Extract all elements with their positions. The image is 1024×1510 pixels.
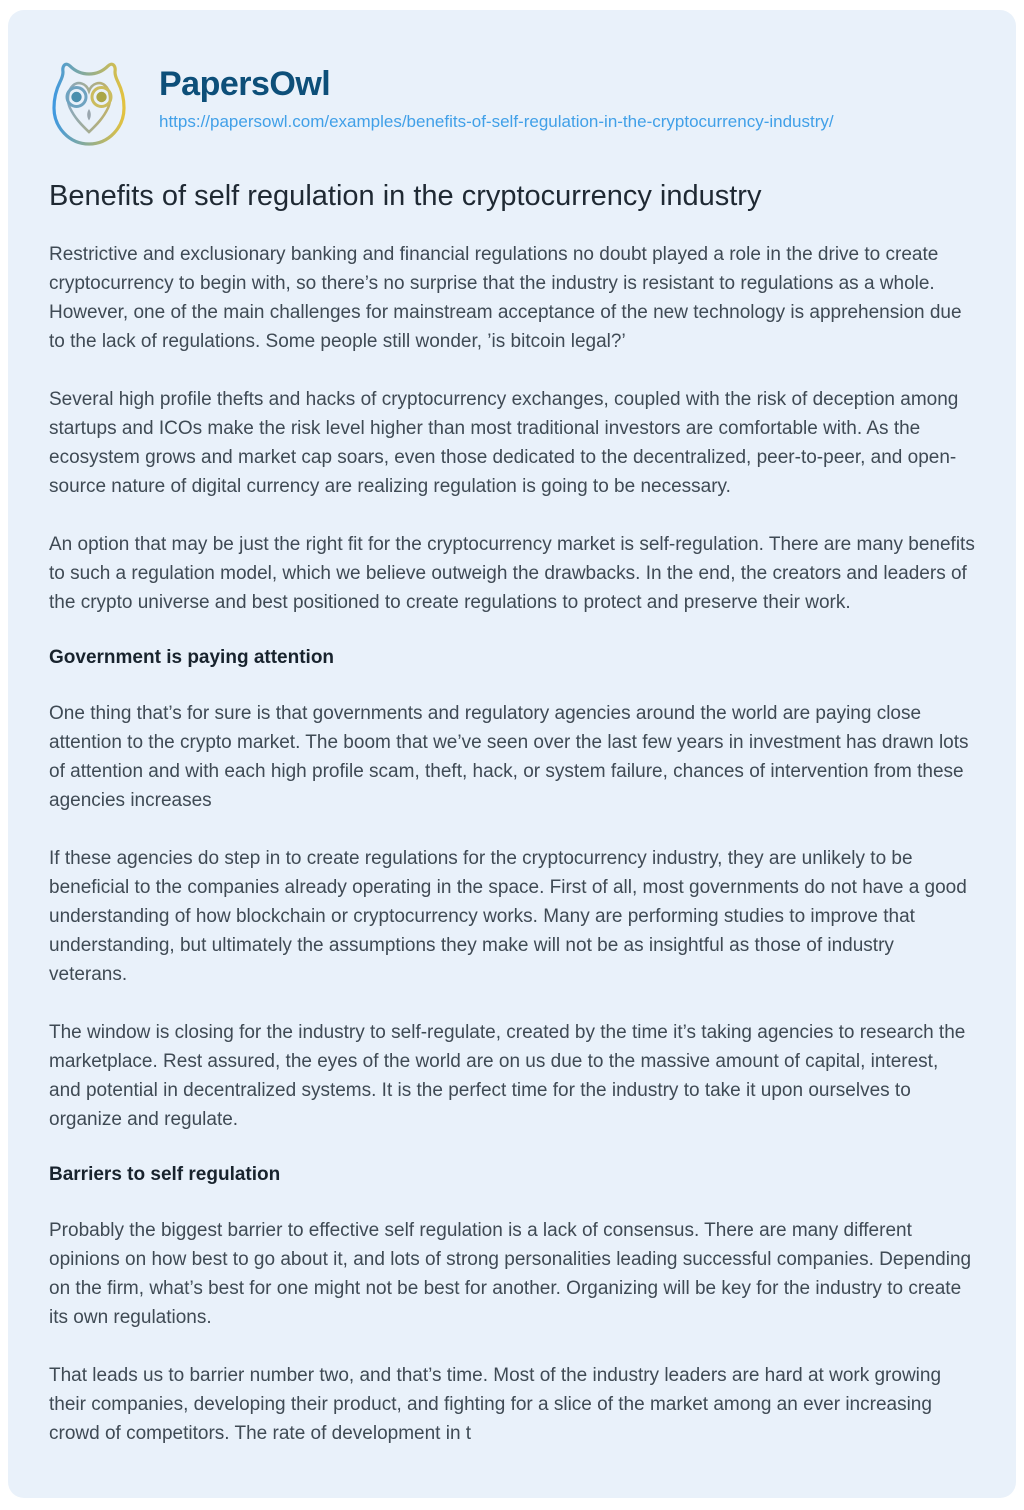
paragraph: One thing that’s for sure is that governments and regulatory agencies around the world are paying close attention to the crypto market. The boom that we’ve seen over the last few years in investment has drawn lots of attention and with each high profile scam, theft, hack, or system failure, chances of intervention from these agencies increases	[49, 703, 969, 811]
brand-name: PapersOwl	[159, 65, 331, 103]
section-heading-barriers: Barriers to self regulation	[49, 1164, 281, 1185]
paragraph-truncated: That leads us to barrier number two, and that’s time. Most of the industry leaders are hard at work growing their companies, developing their product, and fighting for a slice of the market among an ever increasing crowd of competitors. The rate of development in t	[49, 1365, 942, 1444]
page-title: Benefits of self regulation in the cryptocurrency industry	[49, 180, 762, 212]
paragraph: If these agencies do step in to create regulations for the cryptocurrency industry, they are unlikely to be beneficial to the companies already operating in the space. First of all, most governments do not have a good understanding of how blockchain or cryptocurrency works. Many are performing studies to improve that understanding, but ultimately the assumptions they make will not be as insightful as those of industry veterans.	[49, 848, 967, 985]
paragraph: Restrictive and exclusionary banking and financial regulations no doubt played a role in the drive to create cryptocurrency to begin with, so there’s no surprise that the industry is resistant to regulations as a whole. However, one of the main challenges for mainstream acceptance of the new technology is apprehension due to the lack of regulations. Some people still wonder, ’is bitcoin legal?’	[49, 244, 962, 352]
paragraph: The window is closing for the industry to self-regulate, created by the time it’s taking agencies to research the marketplace. Rest assured, the eyes of the world are on us due to the massive amount of capital, interest, and potential in decentralized systems. It is the perfect time for the industry to take it upon ourselves to organize and regulate.	[49, 1022, 966, 1130]
papersowl-logo[interactable]	[49, 60, 975, 150]
section-heading-government-attention: Government is paying attention	[49, 647, 335, 668]
paragraph: An option that may be just the right fit for the cryptocurrency market is self-regulation. There are many benefits to such a regulation model, which we believe outweigh the drawbacks. In the end, the creators and leaders of the crypto universe and best positioned to create regulations to protect and preserve their work.	[49, 534, 975, 613]
brand-block	[159, 60, 834, 132]
essay-card	[8, 10, 1016, 1498]
essay-body	[49, 240, 975, 1448]
paragraph: Several high profile thefts and hacks of cryptocurrency exchanges, coupled with the risk of deception among startups and ICOs make the risk level higher than most traditional investors are comfortable with. As the ecosystem grows and market cap soars, even those dedicated to the decentralized, peer-to-peer, and open-source nature of digital currency are realizing regulation is going to be necessary.	[49, 389, 959, 497]
owl-icon	[49, 60, 129, 150]
source-url-link[interactable]: https://papersowl.com/examples/benefits-of-self-regulation-in-the-cryptocurrency-industry/	[159, 112, 834, 132]
paragraph: Probably the biggest barrier to effective self regulation is a lack of consensus. There are many different opinions on how best to go about it, and lots of strong personalities leading successful companies. Depending on the firm, what’s best for one might not be best for another. Organizing will be key for the industry to create its own regulations.	[49, 1220, 972, 1328]
